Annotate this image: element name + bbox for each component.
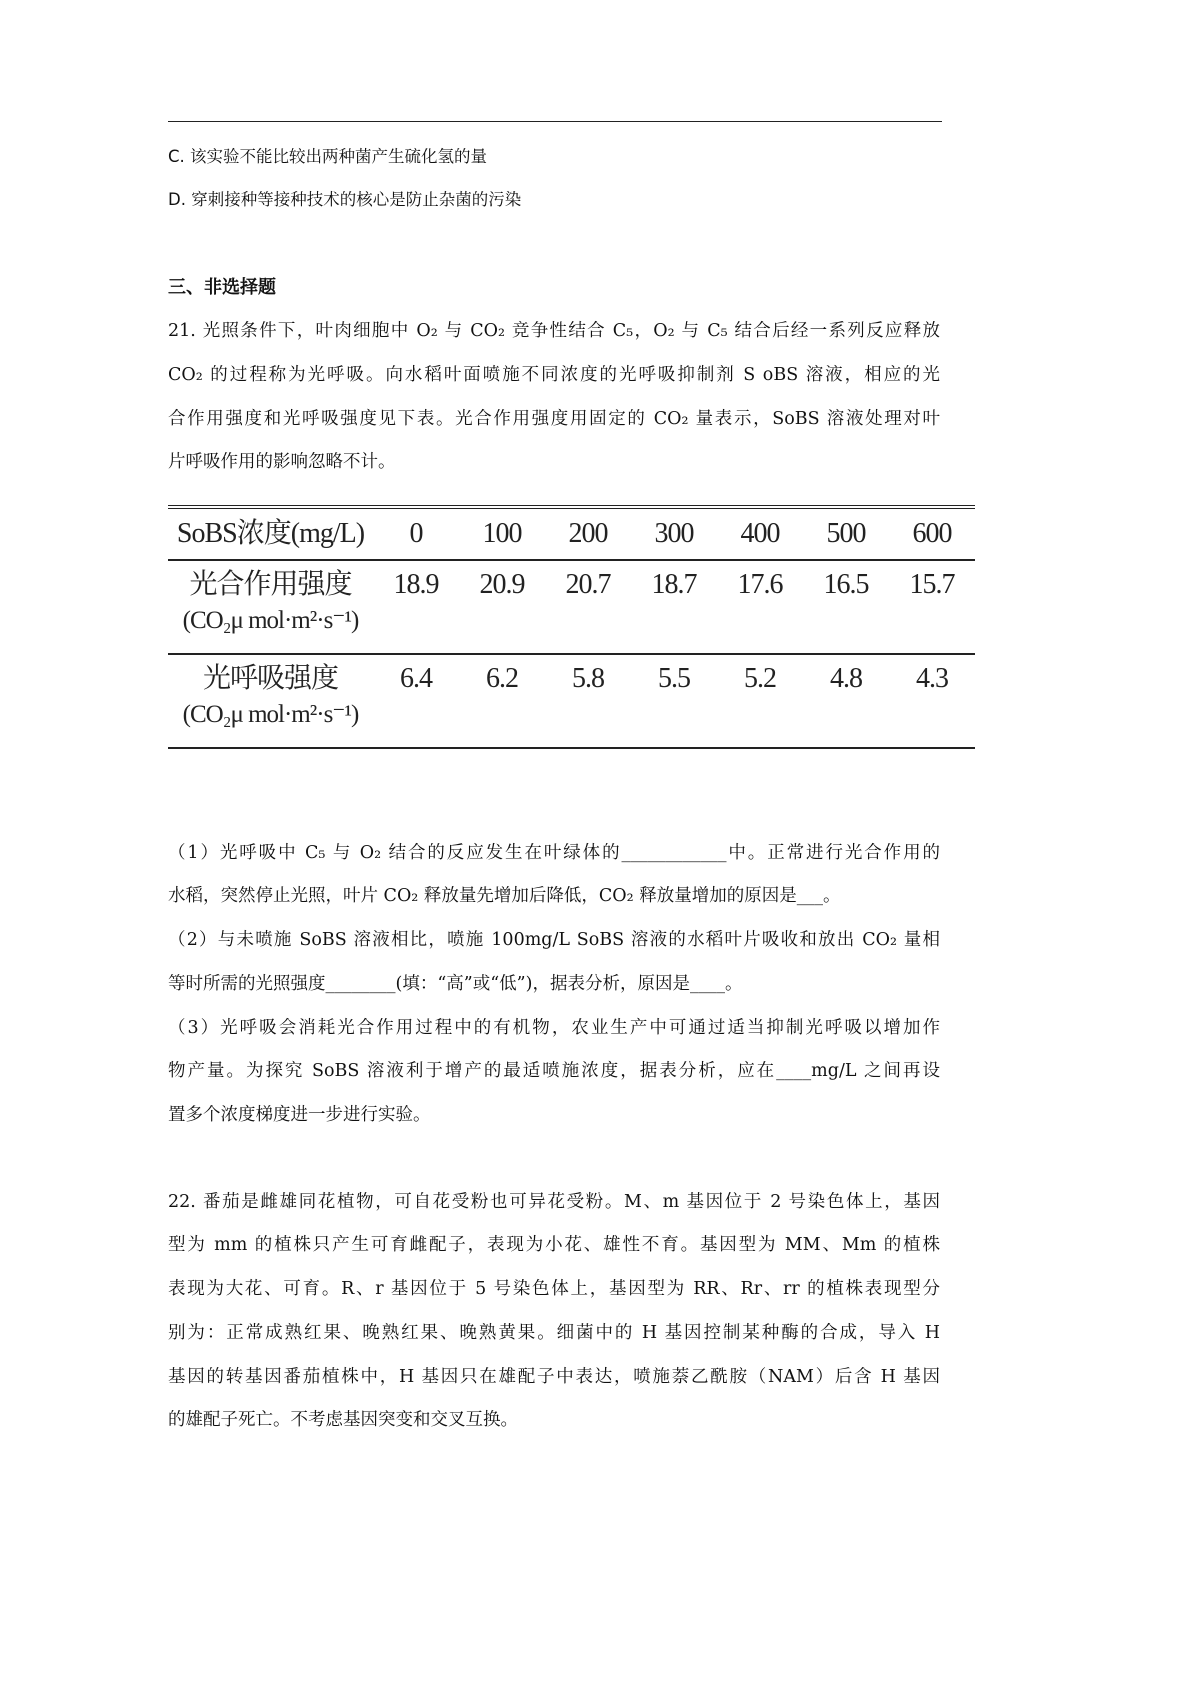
row-label [168,654,373,748]
concentration-cell: 300 [654,518,694,549]
option-d: D. 穿刺接种等接种技术的核心是防止杂菌的污染 [168,190,522,209]
q22-line: 基因的转基因番茄植株中，H 基因只在雄配子中表达，喷施萘乙酰胺（NAM）后含 H 基因 [168,1367,940,1387]
q22-line: 别为：正常成熟红果、晚熟红果、晚熟黄果。细菌中的 H 基因控制某种酶的合成，导入 H [168,1323,940,1343]
q21-sub-line: 水稻，突然停止光照，叶片 CO₂ 释放量先增加后降低，CO₂ 释放量增加的原因是___。 [168,886,841,906]
option-c: C. 该实验不能比较出两种菌产生硫化氢的量 [168,147,488,166]
concentration-cell: 600 [912,518,952,549]
value-cell: 20.7 [565,569,611,600]
q21-sub-line: （3）光呼吸会消耗光合作用过程中的有机物，农业生产中可通过适当抑制光呼吸以增加作 [168,1018,940,1038]
value-cell: 5.8 [572,663,604,694]
q21-sub-line: 置多个浓度梯度进一步进行实验。 [168,1105,431,1125]
q22-line: 表现为大花、可育。R、r 基因位于 5 号染色体上，基因型为 RR、Rr、rr 的植株表现型分 [168,1279,940,1299]
table-header-row [168,507,975,560]
value-cell: 18.9 [393,569,439,600]
concentration-cell: 200 [568,518,608,549]
data-table [168,505,975,749]
concentration-cell: 400 [740,518,780,549]
q21-line: 片呼吸作用的影响忽略不计。 [168,452,396,472]
table-row [168,560,975,654]
row-unit: (CO₂μ mol·m²·s⁻¹) [182,701,359,728]
row-label-text: 光呼吸强度 [202,663,338,694]
table-row [168,654,975,748]
header-rule [168,121,942,122]
q22-line: 22. 番茄是雌雄同花植物，可自花受粉也可异花受粉。M、m 基因位于 2 号染色体上，基因 [168,1192,940,1212]
row-unit: (CO₂μ mol·m²·s⁻¹) [182,607,359,634]
concentration-cell: 0 [409,518,423,549]
q22-line: 型为 mm 的植株只产生可育雌配子，表现为小花、雄性不育。基因型为 MM、Mm 的植株 [168,1235,940,1255]
concentration-cell: 500 [826,518,866,549]
concentration-cell: 100 [482,518,522,549]
value-cell: 16.5 [823,569,869,600]
value-cell: 6.2 [486,663,518,694]
section-heading: 三、非选择题 [168,277,276,298]
value-cell: 4.3 [916,663,948,694]
value-cell: 6.4 [400,663,432,694]
value-cell: 20.9 [479,569,525,600]
value-cell: 5.2 [744,663,776,694]
value-cell: 4.8 [830,663,862,694]
row-label [168,560,373,654]
value-cell: 18.7 [651,569,697,600]
value-cell: 15.7 [909,569,955,600]
q21-sub-line: （2）与未喷施 SoBS 溶液相比，喷施 100mg/L SoBS 溶液的水稻叶片吸收和放出 CO₂ 量相 [168,930,940,950]
q21-sub-line: 等时所需的光照强度________(填：“高”或“低”)，据表分析，原因是____。 [168,974,743,994]
row-label-text: 光合作用强度 [189,569,352,600]
q22-line: 的雄配子死亡。不考虑基因突变和交叉互换。 [168,1410,518,1430]
value-cell: 17.6 [737,569,783,600]
q21-line: 21. 光照条件下，叶肉细胞中 O₂ 与 CO₂ 竞争性结合 C₅，O₂ 与 C₅ 结合后经一系列反应释放 [168,321,940,341]
header-label: SoBS浓度(mg/L) [176,518,365,549]
q21-line: 合作用强度和光呼吸强度见下表。光合作用强度用固定的 CO₂ 量表示，SoBS 溶液处理对叶 [168,409,940,429]
q21-sub-line: （1）光呼吸中 C₅ 与 O₂ 结合的反应发生在叶绿体的____________中。正常进行光合作用的 [168,843,940,863]
q21-sub-line: 物产量。为探究 SoBS 溶液利于增产的最适喷施浓度，据表分析，应在____mg/L 之间再设 [168,1061,940,1081]
value-cell: 5.5 [658,663,690,694]
q21-line: CO₂ 的过程称为光呼吸。向水稻叶面喷施不同浓度的光呼吸抑制剂 S oBS 溶液，相应的光 [168,365,940,385]
